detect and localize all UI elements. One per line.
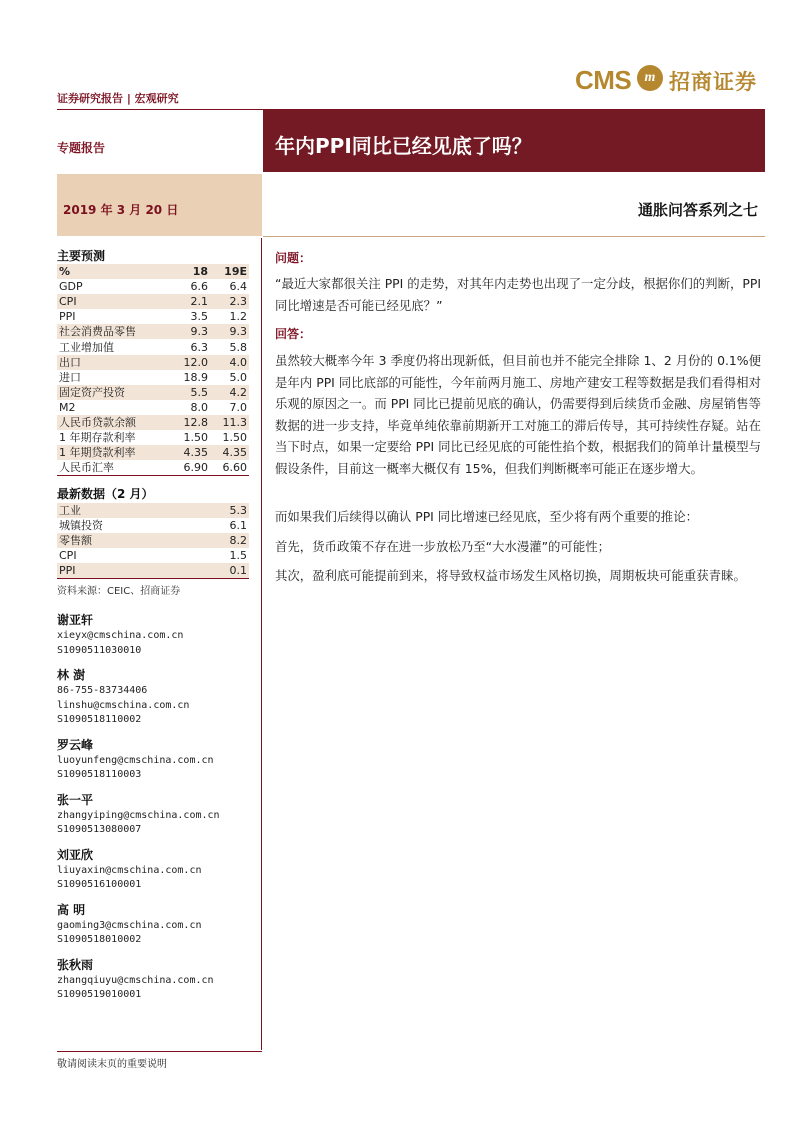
forecast-value: 6.3 <box>190 340 208 354</box>
analyst-entry <box>57 612 257 658</box>
latest-indicator: CPI <box>59 549 77 563</box>
question-text: “最近大家都很关注 PPI 的走势，对其年内走势也出现了一定分歧，根据你们的判断，PPI 同比增速是否可能已经见底？” <box>275 276 761 313</box>
report-title: 年内PPI同比已经见底了吗？ <box>275 134 532 158</box>
series-divider <box>263 236 765 237</box>
report-date: 2019 年 3 月 20 日 <box>63 203 179 217</box>
analyst-name: 张一平 <box>57 792 94 807</box>
analyst-entry <box>57 737 257 783</box>
cms-logo <box>575 63 761 97</box>
logo-mark-icon: m <box>637 65 663 91</box>
analyst-list <box>57 612 257 1012</box>
latest-value: 8.2 <box>171 533 249 548</box>
forecast-indicator: GDP <box>59 280 83 294</box>
forecast-value: 2.3 <box>210 294 249 309</box>
analyst-name: 谢亚轩 <box>57 613 94 627</box>
answer-paragraph-2: 而如果我们后续得以确认 PPI 同比增速已经见底，至少将有两个重要的推论： <box>275 509 698 524</box>
logo-cms-text: CMS <box>575 65 632 95</box>
forecast-row <box>57 460 249 476</box>
forecast-row <box>57 370 249 385</box>
answer-paragraph-3: 首先，货币政策不存在进一步放松乃至“大水漫灌”的可能性； <box>275 539 610 554</box>
analyst-contact: liuyaxin@cmschina.com.cn <box>57 864 202 876</box>
latest-table <box>57 503 249 579</box>
analyst-contact: S1090518010002 <box>57 934 142 945</box>
forecast-value: 18.9 <box>183 370 208 384</box>
analyst-contact: zhangyiping@cmschina.com.cn <box>57 809 220 821</box>
forecast-value: 1.50 <box>183 431 208 445</box>
forecast-header-row <box>57 264 249 279</box>
analyst-contact: linshu@cmschina.com.cn <box>57 699 190 711</box>
forecast-indicator: PPI <box>59 310 76 324</box>
forecast-value: 8.0 <box>190 400 208 414</box>
analyst-entry <box>57 957 257 1003</box>
analyst-contact: S1090516100001 <box>57 879 142 890</box>
forecast-value: 4.35 <box>171 445 210 460</box>
forecast-row <box>57 324 249 339</box>
forecast-value: 1.2 <box>229 310 247 324</box>
analyst-name: 张秋雨 <box>57 957 94 972</box>
forecast-value: 6.60 <box>210 460 249 476</box>
forecast-indicator: 进口 <box>59 370 81 384</box>
question-label: 问题： <box>275 251 312 265</box>
forecast-row <box>57 309 249 324</box>
latest-value: 1.5 <box>229 549 247 563</box>
analyst-entry <box>57 792 257 838</box>
latest-indicator: 城镇投资 <box>59 519 103 533</box>
analyst-contact: S1090511030010 <box>57 644 142 656</box>
answer-paragraph-1: 虽然较大概率今年 3 季度仍将出现新低，但目前也并不能完全排除 1、2 月份的 0.1%便是年内 PPI 同比底部的可能性，今年前两月施工、房地产建安工程等数据是我们看得相对乐观的原因之一。而 PPI 同比已提前见底的确认，仍需要得到后续货币金融、房屋销售等数据的进一步支持，毕竟单纯依靠前期新开工对施工的滞后传导，其可持续性存疑。站在当下时点，如果一定要给 PPI 同比已经见底的可能性掐个数，根据我们的简单计量模型与假设条件，目前这一概率大概仅有 15%，但我们判断概率可能正在逐步增大。 <box>275 353 761 476</box>
forecast-row <box>57 400 249 415</box>
analyst-contact: 86-755-83734406 <box>57 685 148 696</box>
forecast-value: 4.2 <box>210 385 249 400</box>
forecast-value: 6.4 <box>229 280 247 294</box>
latest-title: 最新数据（2 月） <box>57 487 154 501</box>
forecast-value: 11.3 <box>210 415 249 430</box>
analyst-name: 罗云峰 <box>57 737 94 752</box>
analyst-name: 林 澍 <box>57 668 86 682</box>
forecast-row <box>57 385 249 400</box>
forecast-row <box>57 355 249 370</box>
latest-indicator: 零售额 <box>57 533 171 548</box>
column-divider <box>261 238 262 1050</box>
report-series: 通胀问答系列之七 <box>637 201 758 219</box>
forecast-indicator: 人民币汇率 <box>57 460 171 476</box>
forecast-header-cell: 18 <box>171 264 210 279</box>
forecast-value: 7.0 <box>229 400 247 414</box>
latest-row <box>57 563 249 579</box>
report-type: 专题报告 <box>57 141 106 155</box>
forecast-value: 3.5 <box>190 310 208 324</box>
forecast-value: 9.3 <box>171 324 210 339</box>
analyst-contact: S1090518110003 <box>57 769 142 780</box>
latest-value: 5.3 <box>171 503 249 518</box>
forecast-header-cell: 19E <box>210 264 249 279</box>
forecast-indicator: 出口 <box>57 355 171 370</box>
latest-row <box>57 503 249 518</box>
forecast-indicator: 1 年期贷款利率 <box>57 445 171 460</box>
report-category: 证券研究报告 | 宏观研究 <box>57 92 179 105</box>
forecast-value: 1.50 <box>222 431 247 445</box>
footer-divider <box>57 1051 262 1052</box>
latest-row <box>57 518 249 533</box>
forecast-value: 6.90 <box>171 460 210 476</box>
forecast-value: 2.1 <box>171 294 210 309</box>
analyst-contact: luoyunfeng@cmschina.com.cn <box>57 754 214 766</box>
forecast-value: 4.0 <box>210 355 249 370</box>
footer-note: 敬请阅读末页的重要说明 <box>57 1059 167 1070</box>
analyst-contact: xieyx@cmschina.com.cn <box>57 630 184 641</box>
analyst-contact: S1090518110002 <box>57 714 142 725</box>
forecast-row <box>57 445 249 460</box>
logo-company-name: 招商证券 <box>669 70 757 94</box>
analyst-contact: S1090513080007 <box>57 824 142 835</box>
latest-indicator: PPI <box>57 563 171 579</box>
forecast-row <box>57 339 249 354</box>
forecast-value: 5.0 <box>229 370 247 384</box>
forecast-value: 12.8 <box>171 415 210 430</box>
forecast-row <box>57 279 249 294</box>
latest-value: 0.1 <box>171 563 249 579</box>
forecast-indicator: M2 <box>59 400 76 414</box>
forecast-indicator: CPI <box>57 294 171 309</box>
analyst-contact: gaoming3@cmschina.com.cn <box>57 919 202 931</box>
forecast-value: 5.5 <box>171 385 210 400</box>
analyst-contact: S1090519010001 <box>57 989 142 1000</box>
data-source: 资料来源：CEIC、招商证券 <box>57 586 181 597</box>
latest-row <box>57 548 249 563</box>
analyst-name: 刘亚欣 <box>57 847 94 862</box>
latest-indicator: 工业 <box>57 503 171 518</box>
analyst-entry <box>57 847 257 893</box>
analyst-entry <box>57 902 257 948</box>
forecast-value: 6.6 <box>190 280 208 294</box>
forecast-indicator: 工业增加值 <box>59 340 114 354</box>
forecast-row <box>57 415 249 430</box>
forecast-value: 4.35 <box>210 445 249 460</box>
forecast-title: 主要预测 <box>57 249 106 263</box>
forecast-row <box>57 294 249 309</box>
forecast-indicator: 1 年期存款利率 <box>59 431 136 445</box>
latest-value: 6.1 <box>229 519 247 533</box>
forecast-row <box>57 430 249 445</box>
forecast-value: 12.0 <box>171 355 210 370</box>
analyst-entry <box>57 667 257 728</box>
answer-label: 回答： <box>275 327 312 341</box>
analyst-name: 高 明 <box>57 902 86 917</box>
forecast-value: 5.8 <box>229 340 247 354</box>
answer-paragraph-4: 其次，盈利底可能提前到来，将导致权益市场发生风格切换，周期板块可能重获青睐。 <box>275 568 746 583</box>
forecast-header-cell: % <box>57 264 171 279</box>
forecast-indicator: 人民币贷款余额 <box>57 415 171 430</box>
analyst-contact: zhangqiuyu@cmschina.com.cn <box>57 974 214 986</box>
forecast-indicator: 固定资产投资 <box>57 385 171 400</box>
forecast-table <box>57 264 249 476</box>
forecast-indicator: 社会消费品零售 <box>57 324 171 339</box>
latest-row <box>57 533 249 548</box>
forecast-value: 9.3 <box>210 324 249 339</box>
